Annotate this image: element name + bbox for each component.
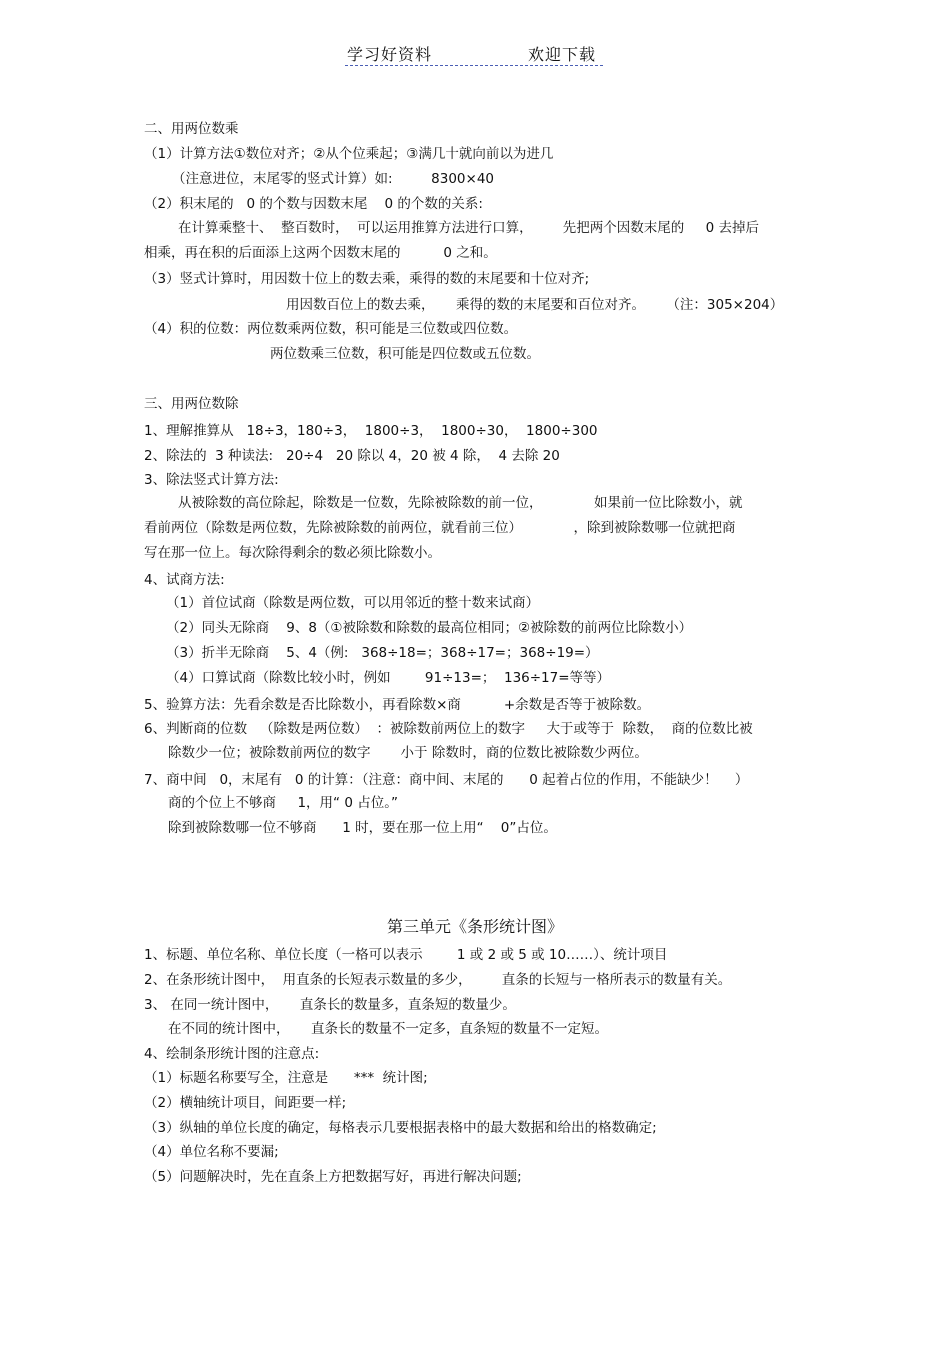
- text-line: 看前两位（除数是两位数，先除被除数的前两位，就看前三位） ，除到被除数哪一位就把商: [144, 520, 736, 536]
- text-line: （5）问题解决时，先在直条上方把数据写好，再进行解决问题;: [144, 1169, 522, 1185]
- text-line: （1）标题名称要写全，注意是 *** 统计图;: [144, 1070, 428, 1086]
- text-line: 3、除法竖式计算方法:: [144, 472, 279, 488]
- text-line: （3）纵轴的单位长度的确定，每格表示几要根据表格中的最大数据和给出的格数确定;: [144, 1120, 657, 1136]
- text-line: （2）同头无除商 9、8（①被除数和除数的最高位相同；②被除数的前两位比除数小）: [166, 620, 693, 636]
- text-line: （1）计算方法①数位对齐；②从个位乘起；③满几十就向前以为进几: [144, 146, 554, 162]
- text-line: （注意进位，末尾零的竖式计算）如: 8300×40: [172, 171, 495, 187]
- text-line: 写在那一位上。每次除得剩余的数必须比除数小。: [144, 545, 441, 561]
- text-line: 2、除法的 3 种读法: 20÷4 20 除以 4，20 被 4 除， 4 去除 20: [144, 448, 560, 464]
- text-line: （4）积的位数：两位数乘两位数，积可能是三位数或四位数。: [144, 321, 518, 337]
- text-line: 相乘，再在积的后面添上这两个因数末尾的 0 之和。: [144, 245, 497, 261]
- header-dashed-rule: [345, 65, 603, 66]
- text-line: （3）折半无除商 5、4（例: 368÷18=；368÷17=；368÷19=）: [166, 645, 599, 661]
- text-line: 3、 在同一统计图中， 直条长的数量多，直条短的数量少。: [144, 997, 516, 1013]
- text-line: （4）口算试商（除数比较小时，例如 91÷13=； 136÷17=等等）: [166, 670, 611, 686]
- text-line: （3）竖式计算时，用因数十位上的数去乘，乘得的数的末尾要和十位对齐;: [144, 271, 590, 287]
- text-line: 4、绘制条形统计图的注意点:: [144, 1046, 320, 1062]
- header-left-text: 学习好资料: [347, 45, 433, 64]
- section-heading: 二、用两位数乘: [144, 121, 239, 137]
- text-line: （1）首位试商（除数是两位数，可以用邻近的整十数来试商）: [166, 595, 540, 611]
- text-line: 在计算乘整十、 整百数时， 可以运用推算方法进行口算， 先把两个因数末尾的 0 去掉后: [178, 220, 760, 236]
- section-heading: 三、用两位数除: [144, 396, 239, 412]
- text-line: （2）积末尾的 0 的个数与因数末尾 0 的个数的关系:: [144, 196, 483, 212]
- text-line: 两位数乘三位数，积可能是四位数或五位数。: [270, 346, 540, 362]
- text-line: 用因数百位上的数去乘， 乘得的数的末尾要和百位对齐。 （注：305×204）: [286, 297, 784, 313]
- text-line: 从被除数的高位除起，除数是一位数，先除被除数的前一位， 如果前一位比除数小，就: [178, 495, 743, 511]
- text-line: （4）单位名称不要漏;: [144, 1144, 279, 1160]
- text-line: 商的个位上不够商 1，用“ 0 占位。”: [168, 795, 398, 811]
- text-line: 2、在条形统计图中， 用直条的长短表示数量的多少， 直条的长短与一格所表示的数量有关。: [144, 972, 732, 988]
- page-header: [0, 42, 950, 68]
- text-line: 在不同的统计图中， 直条长的数量不一定多，直条短的数量不一定短。: [168, 1021, 608, 1037]
- text-line: 除数少一位；被除数前两位的数字 小于 除数时，商的位数比被除数少两位。: [168, 745, 648, 761]
- text-line: 7、商中间 0，末尾有 0 的计算：（注意：商中间、末尾的 0 起着占位的作用，不能缺少！ ）: [144, 772, 749, 788]
- text-line: 除到被除数哪一位不够商 1 时，要在那一位上用“ 0”占位。: [168, 820, 557, 836]
- header-right-text: 欢迎下载: [528, 45, 597, 64]
- unit-title: 第三单元《条形统计图》: [386, 917, 563, 936]
- text-line: 1、理解推算从 18÷3，180÷3， 1800÷3， 1800÷30， 1800÷300: [144, 423, 598, 439]
- text-line: 6、判断商的位数 （除数是两位数） ：被除数前两位上的数字 大于或等于 除数， 商的位数比被: [144, 721, 753, 737]
- text-line: （2）横轴统计项目，间距要一样;: [144, 1095, 347, 1111]
- text-line: 5、验算方法：先看余数是否比除数小，再看除数×商 +余数是否等于被除数。: [144, 697, 651, 713]
- text-line: 4、试商方法:: [144, 572, 225, 588]
- text-line: 1、标题、单位名称、单位长度（一格可以表示 1 或 2 或 5 或 10……）、统计项目: [144, 947, 668, 963]
